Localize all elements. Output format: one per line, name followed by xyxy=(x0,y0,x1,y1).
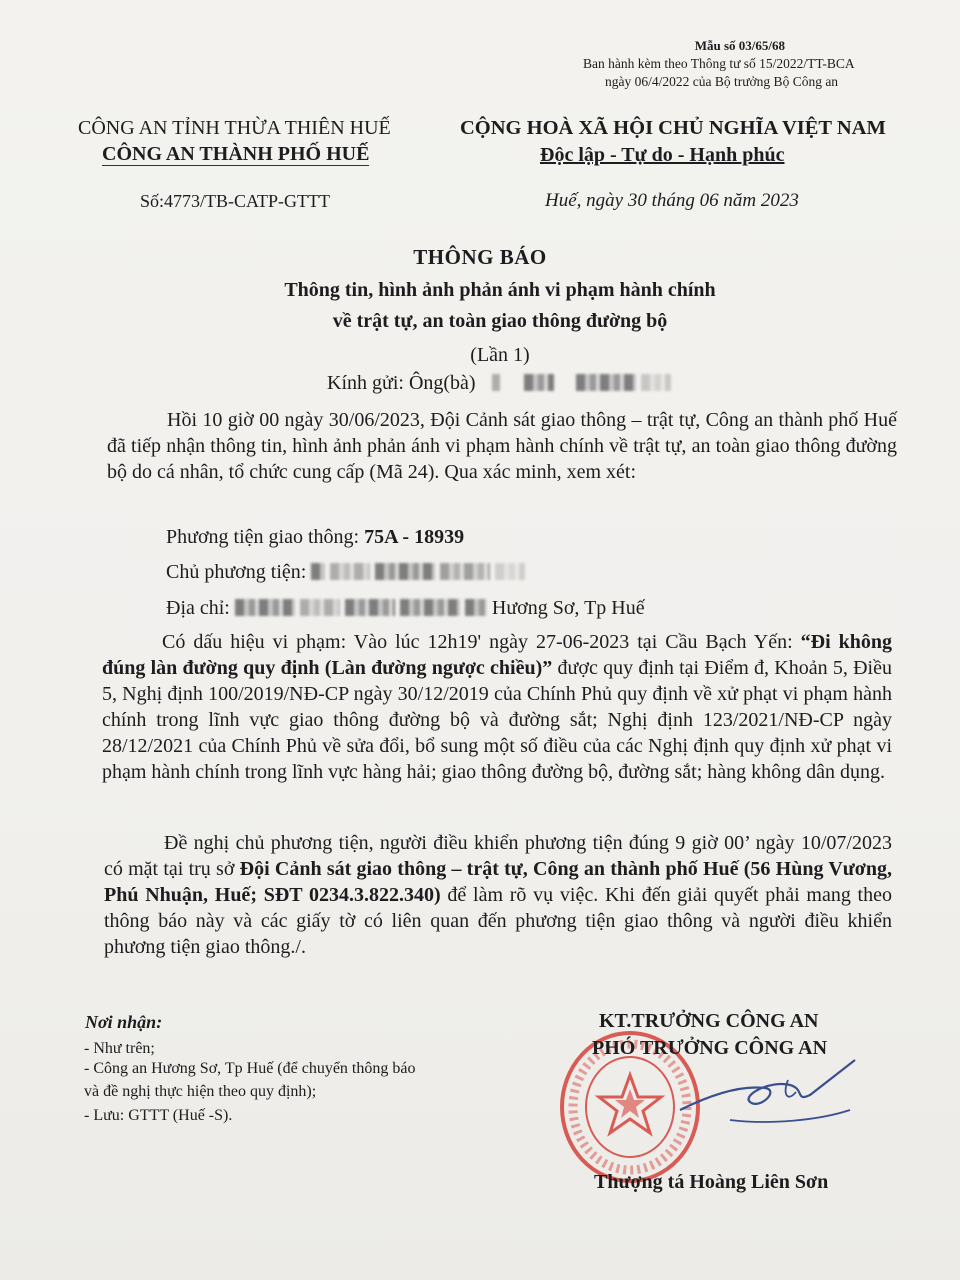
vehicle-row xyxy=(166,526,464,549)
redacted-block xyxy=(345,599,395,616)
redacted-block xyxy=(641,374,671,391)
agency-name xyxy=(102,143,369,166)
document-title: THÔNG BÁO xyxy=(413,245,547,269)
recipient-item: - Như trên; xyxy=(84,1040,155,1057)
signature-title-2: PHÓ TRƯỞNG CÔNG AN xyxy=(592,1037,828,1059)
address-row xyxy=(166,597,645,620)
document-number: Số:4773/TB-CATP-GTTT xyxy=(140,191,331,211)
redacted-block xyxy=(375,563,435,580)
issued-note-line1: Ban hành kèm theo Thông tư số 15/2022/TT-BCA xyxy=(583,56,855,71)
owner-label: Chủ phương tiện: xyxy=(166,561,307,583)
address-tail: Hương Sơ, Tp Huế xyxy=(491,597,645,619)
recipient-item: và đề nghị thực hiện theo quy định); xyxy=(84,1083,317,1100)
request-intro: Đề nghị chủ phương tiện, người điều khiển phương tiện đúng 9 giờ 00’ ngày 10/07/2023 có mặt tại trụ sở xyxy=(104,832,892,880)
owner-row xyxy=(166,561,525,584)
redacted-block xyxy=(440,563,490,580)
national-title: CỘNG HOÀ XÃ HỘI CHỦ NGHĨA VIỆT NAM xyxy=(460,117,886,139)
agency-name-text: CÔNG AN THÀNH PHỐ HUẾ xyxy=(102,143,370,165)
redacted-block xyxy=(495,563,525,580)
salutation-label: Kính gửi: Ông(bà) xyxy=(327,372,476,394)
signature-title-1: KT.TRƯỞNG CÔNG AN xyxy=(599,1010,819,1032)
redacted-block xyxy=(400,599,460,616)
violation-intro: Có dấu hiệu vi phạm: Vào lúc 12h19' ngày 27-06-2023 tại Cầu Bạch Yến: xyxy=(162,631,801,653)
request-rest: để làm rõ vụ việc. Khi đến giải quyết phải mang theo thông báo này và các giấy tờ có liên quan đến phương tiện giao thông và người điều khiển phương tiện giao thông./. xyxy=(104,884,892,958)
redacted-block xyxy=(330,563,370,580)
redacted-block xyxy=(492,374,500,391)
redacted-block xyxy=(524,374,554,391)
document-date: Huế, ngày 30 tháng 06 năm 2023 xyxy=(545,190,799,211)
agency-parent: CÔNG AN TỈNH THỪA THIÊN HUẾ xyxy=(78,117,391,139)
redacted-block xyxy=(235,599,295,616)
vehicle-plate: 75A - 18939 xyxy=(364,526,465,548)
recipient-item: - Công an Hương Sơ, Tp Huế (để chuyển thông báo xyxy=(84,1060,416,1077)
intro-paragraph: Hồi 10 giờ 00 ngày 30/06/2023, Đội Cảnh sát giao thông – trật tự, Công an thành phố Huế đã tiếp nhận thông tin, hình ảnh phản ánh vi phạm hành chính về trật tự, an toàn giao thông đường bộ do cá nhân, tổ chức cung cấp (Mã 24). Qua xác minh, xem xét: xyxy=(107,409,897,483)
notice-count: (Lần 1) xyxy=(470,344,530,366)
issued-note-line2: ngày 06/4/2022 của Bộ trưởng Bộ Công an xyxy=(605,74,839,89)
vehicle-label: Phương tiện giao thông: xyxy=(166,526,365,548)
signer-name: Thượng tá Hoàng Liên Sơn xyxy=(594,1171,829,1193)
violation-paragraph xyxy=(102,629,892,785)
redacted-block xyxy=(576,374,636,391)
redacted-block xyxy=(300,599,340,616)
document-subtitle-2: về trật tự, an toàn giao thông đường bộ xyxy=(332,310,668,332)
request-paragraph xyxy=(104,830,892,960)
address-label: Địa chỉ: xyxy=(166,597,230,619)
violation-description: “Đi không đúng làn đường quy định (Làn đường ngược chiều)” xyxy=(102,631,892,679)
national-motto: Độc lập - Tự do - Hạnh phúc xyxy=(540,144,785,166)
redacted-block xyxy=(311,563,325,580)
recipient-item: - Lưu: GTTT (Huế -S). xyxy=(84,1107,233,1124)
redacted-block xyxy=(465,599,487,616)
violation-legal-basis: được quy định tại Điểm đ, Khoản 5, Điều 5, Nghị định 100/2019/NĐ-CP ngày 30/12/2019 của Chính Phủ quy định về xử phạt vi phạm hành chính trong lĩnh vực giao thông đường bộ và đường sắt; Nghị định 123/2021/NĐ-CP ngày 28/12/2021 của Chính Phủ về sửa đổi, bổ sung một số điều của các Nghị định quy định xử phạt vi phạm hành chính trong lĩnh vực hàng hải; giao thông đường bộ, đường sắt; hàng không dân dụng. xyxy=(102,657,892,783)
salutation xyxy=(327,372,671,395)
recipients-title: Nơi nhận: xyxy=(85,1012,163,1032)
form-number: Mẫu số 03/65/68 xyxy=(694,38,785,53)
request-office: Đội Cảnh sát giao thông – trật tự, Công an thành phố Huế (56 Hùng Vương, Phú Nhuận, Huế; SĐT 0234.3.822.340) xyxy=(104,858,892,906)
document-subtitle-1: Thông tin, hình ảnh phản ánh vi phạm hành chính xyxy=(284,279,716,301)
